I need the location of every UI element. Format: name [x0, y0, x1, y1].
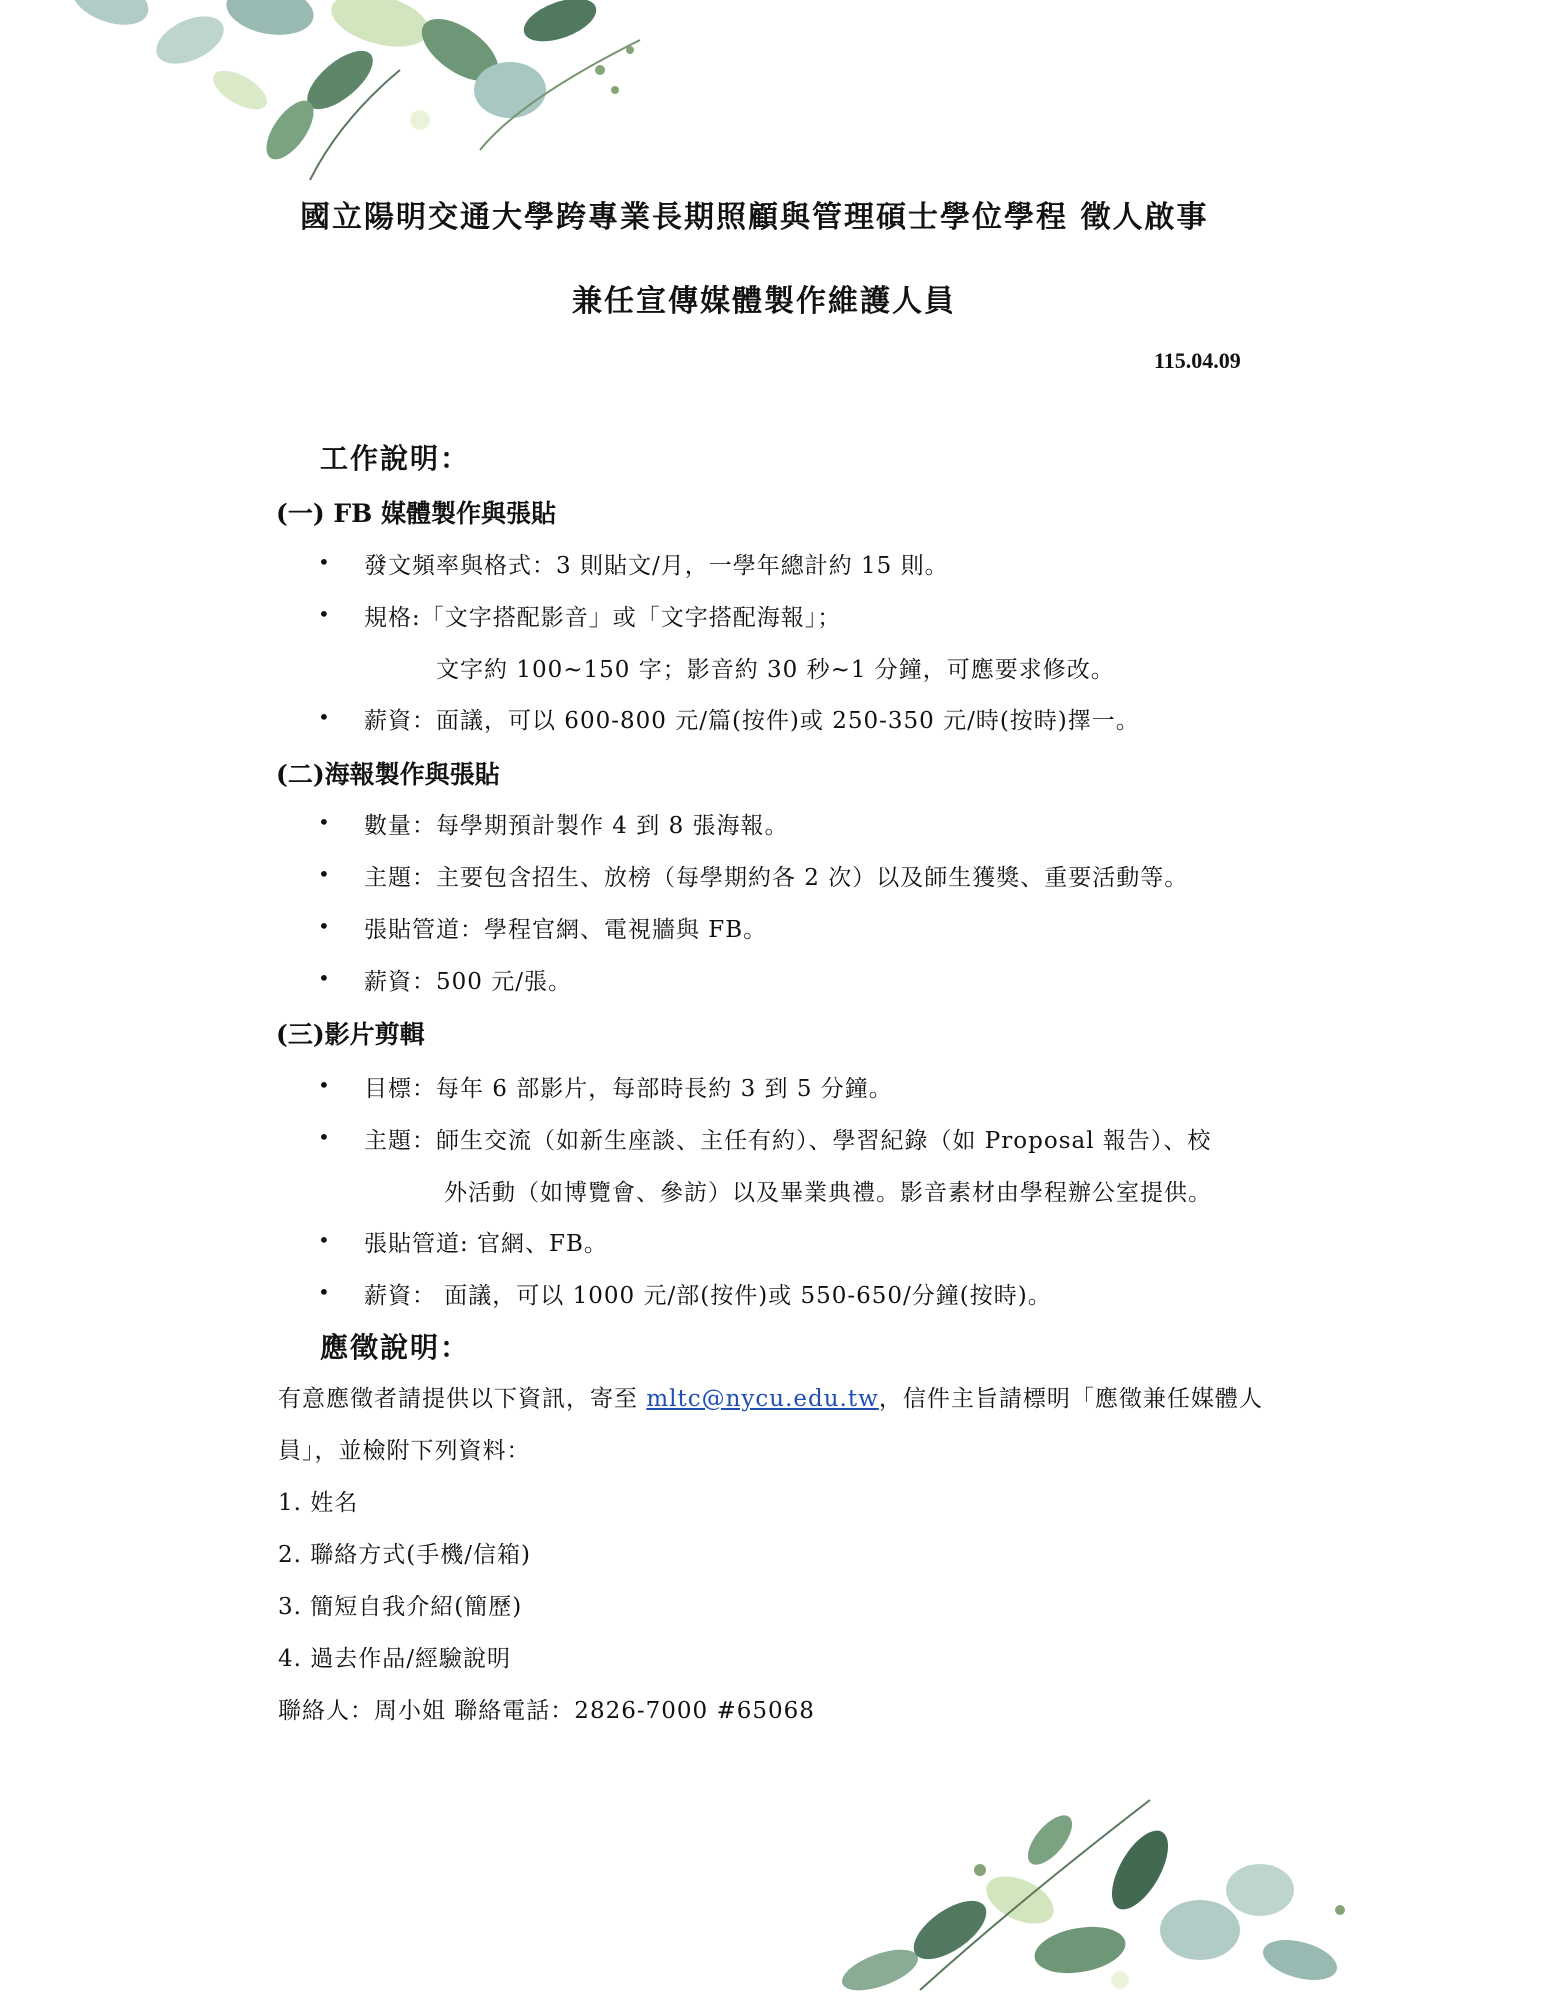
list-item: 2. 聯絡方式(手機/信箱) [278, 1542, 531, 1568]
bullet-icon: • [318, 862, 330, 886]
list-item: 4. 過去作品/經驗說明 [278, 1646, 512, 1672]
s3-bullet-topic-cont: 外活動（如博覽會、參訪）以及畢業典禮。影音素材由學程辦公室提供。 [444, 1180, 1212, 1206]
bullet-icon: • [318, 1228, 330, 1252]
application-intro-pre: 有意應徵者請提供以下資訊，寄至 [278, 1386, 647, 1412]
s2-bullet-salary: 薪資：500 元/張。 [364, 969, 572, 995]
contact-info: 聯絡人：周小姐 聯絡電話：2826-7000 #65068 [278, 1698, 815, 1724]
s3-bullet-topic: 主題：師生交流（如新生座談、主任有約）、學習紀錄（如 Proposal 報告）、校 [364, 1128, 1212, 1154]
section-1-title: (一) FB 媒體製作與張貼 [276, 499, 556, 528]
s2-bullet-topic: 主題：主要包含招生、放榜（每學期約各 2 次）以及師生獲獎、重要活動等。 [364, 865, 1189, 891]
application-intro-post: ，信件主旨請標明「應徵兼任媒體人 [878, 1386, 1263, 1412]
section-3-title: (三)影片剪輯 [276, 1020, 425, 1049]
bullet-icon: • [318, 914, 330, 938]
bullet-icon: • [318, 810, 330, 834]
title-line-1: 國立陽明交通大學跨專業長期照顧與管理碩士學位學程 徵人啟事 [300, 200, 1209, 235]
floral-decoration-top [40, 0, 680, 200]
bullet-icon: • [318, 550, 330, 574]
s3-bullet-salary: 薪資： 面議，可以 1000 元/部(按件)或 550-650/分鐘(按時)。 [364, 1283, 1052, 1309]
floral-decoration-bottom [820, 1780, 1380, 2000]
s3-bullet-goal: 目標：每年 6 部影片，每部時長約 3 到 5 分鐘。 [364, 1076, 893, 1102]
s1-bullet-salary: 薪資：面議，可以 600-800 元/篇(按件)或 250-350 元/時(按時)擇一。 [364, 708, 1140, 734]
bullet-icon: • [318, 1073, 330, 1097]
list-item: 3. 簡短自我介紹(簡歷) [278, 1594, 523, 1620]
bullet-icon: • [318, 966, 330, 990]
application-intro-line-2: 員」，並檢附下列資料： [278, 1438, 531, 1464]
bullet-icon: • [318, 1125, 330, 1149]
job-description-heading: 工作說明： [320, 442, 471, 475]
title-line-2: 兼任宣傳媒體製作維護人員 [572, 284, 956, 319]
s1-bullet-spec-cont: 文字約 100~150 字；影音約 30 秒~1 分鐘，可應要求修改。 [436, 657, 1115, 683]
document-date: 115.04.09 [1154, 348, 1241, 373]
bullet-icon: • [318, 705, 330, 729]
s1-bullet-frequency: 發文頻率與格式：3 則貼文/月，一學年總計約 15 則。 [364, 553, 949, 579]
s2-bullet-quantity: 數量：每學期預計製作 4 到 8 張海報。 [364, 813, 789, 839]
section-2-title: (二)海報製作與張貼 [276, 760, 500, 789]
contact-email-link[interactable]: mltc@nycu.edu.tw [646, 1386, 879, 1412]
bullet-icon: • [318, 602, 330, 626]
application-intro [278, 1380, 1263, 1413]
s2-bullet-channel: 張貼管道：學程官網、電視牆與 FB。 [364, 917, 768, 943]
application-heading: 應徵說明： [320, 1331, 471, 1364]
list-item: 1. 姓名 [278, 1490, 359, 1516]
s1-bullet-spec: 規格:「文字搭配影音」或「文字搭配海報」； [364, 605, 842, 631]
s3-bullet-channel: 張貼管道: 官網、FB。 [364, 1231, 608, 1257]
bullet-icon: • [318, 1280, 330, 1304]
